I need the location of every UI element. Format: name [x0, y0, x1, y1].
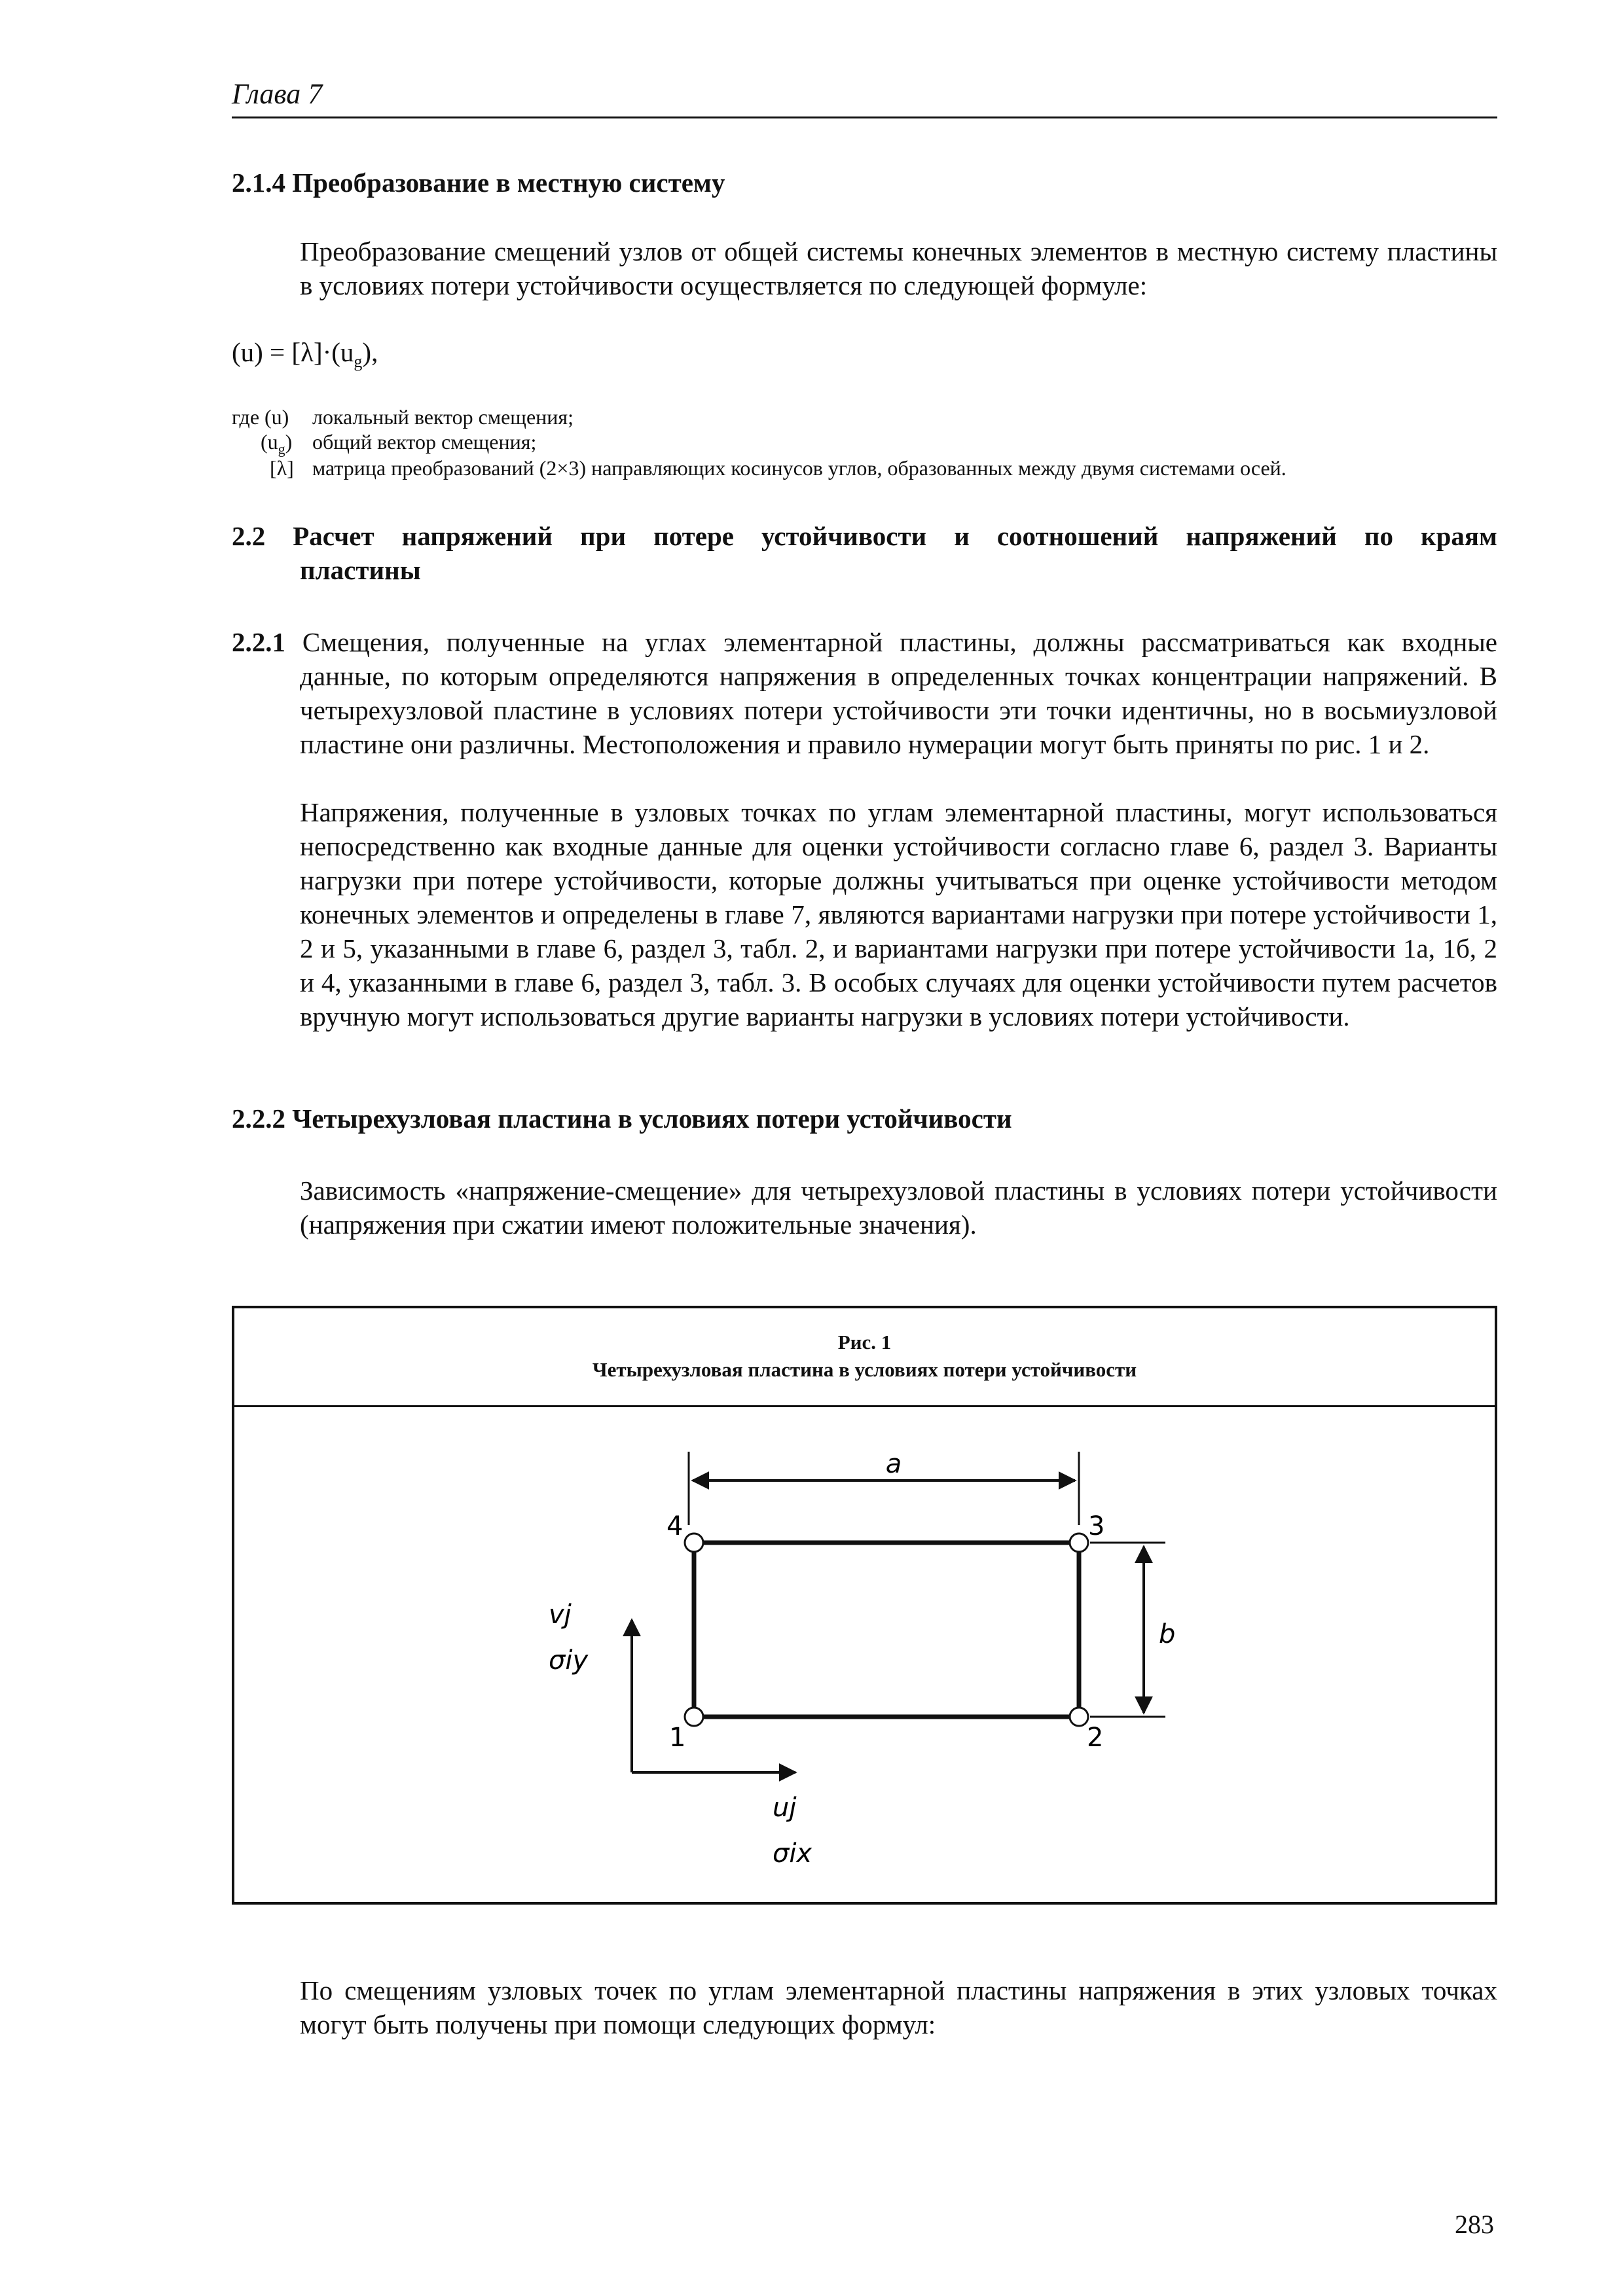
closing-text: По смещениям узловых точек по углам элементарной пластины напряжения в этих узловых точках могут быть получены при помощи следующих формул:	[300, 1975, 1497, 2039]
section-number-2-2-1: 2.2.1	[232, 627, 285, 657]
figure-label: Рис. 1	[837, 1331, 892, 1354]
where-sym-2-main: (u	[261, 430, 278, 454]
node-2-marker	[1070, 1708, 1088, 1726]
node-1-marker	[685, 1708, 703, 1726]
dim-b-label: b	[1159, 1619, 1176, 1649]
formula-lhs: (u) = [λ]·(u	[232, 337, 354, 367]
section-title-2-2-line2: пластины	[300, 555, 421, 585]
node-2-label: 2	[1087, 1723, 1104, 1753]
section-2-2-1-para1: данные, по которым определяются напряжения в определенных точках концентрации напряжений. В четырехузловой пластине в условиях потери устойчивости эти точки идентичны, но в восьмиузловой пластине они различны. Местоположения и правило нумерации могут быть приняты по рис. 1 и 2.	[300, 661, 1497, 759]
node-1-label: 1	[669, 1723, 686, 1753]
plate-rectangle	[694, 1543, 1079, 1717]
axis-x-label-2: σix	[773, 1839, 812, 1869]
section-2-2-2-text: Зависимость «напряжение-смещение» для четырехузловой пластины в условиях потери устойчивости (напряжения при сжатии имеют положительные значения).	[300, 1175, 1497, 1240]
where-sym-2-sub: g	[278, 440, 285, 457]
section-title-2-2-2: 2.2.2 Четырехузловая пластина в условиях потери устойчивости	[232, 1103, 1012, 1134]
axis-x-label-1: uj	[773, 1793, 797, 1823]
formula-sub: g	[354, 352, 363, 372]
node-3-label: 3	[1088, 1511, 1105, 1541]
dim-a-label: a	[885, 1449, 902, 1479]
section-2-1-4-text: Преобразование смещений узлов от общей системы конечных элементов в местную систему пластины в условиях потери устойчивости осуществляется по следующей формуле:	[300, 236, 1497, 300]
node-4-marker	[685, 1534, 703, 1552]
section-2-2-1-para2: Напряжения, полученные в узловых точках по углам элементарной пластины, могут использоваться непосредственно как входные данные для оценки устойчивости согласно главе 6, раздел 3. Варианты нагрузки при потере устойчивости, которые должны учитываться при оценке устойчивости методом конечных элементов и определены в главе 7, являются вариантами нагрузки при потере устойчивости 1, 2 и 5, указанными в главе 6, раздел 3, табл. 2, и вариантами нагрузки при потере устойчивости 1а, 1б, 2 и 4, указанными в главе 6, раздел 3, табл. 3. В особых случаях для оценки устойчивости путем расчетов вручную могут использоваться другие варианты нагрузки в условиях потери устойчивости.	[300, 797, 1497, 1031]
section-title-2-1-4: 2.1.4 Преобразование в местную систему	[232, 168, 725, 198]
where-sym-3: [λ]	[270, 456, 294, 480]
node-4-label: 4	[666, 1511, 684, 1541]
where-desc-3: матрица преобразований (2×3) направляющих косинусов углов, образованных между двумя системами осей.	[312, 456, 1286, 480]
page-number: 283	[1455, 2210, 1494, 2239]
axis-y-label-1: vj	[549, 1600, 572, 1630]
section-title-2-2: 2.2 Расчет напряжений при потере устойчивости и соотношений напряжений по краям	[232, 521, 1497, 551]
where-desc-1: локальный вектор смещения;	[312, 405, 574, 429]
figure-title: Четырехузловая пластина в условиях потери устойчивости	[592, 1358, 1137, 1381]
section-2-2-1-first-text: Смещения, полученные на углах элементарной пластины, должны рассматриваться как входные	[302, 627, 1498, 657]
chapter-header: Глава 7	[232, 78, 323, 110]
where-desc-2: общий вектор смещения;	[312, 430, 537, 454]
formula-tail: ),	[362, 337, 378, 367]
where-sym-1: где (u)	[232, 405, 289, 429]
where-sym-2-tail: )	[285, 430, 293, 454]
node-3-marker	[1070, 1534, 1088, 1552]
axis-y-label-2: σiy	[549, 1645, 589, 1676]
